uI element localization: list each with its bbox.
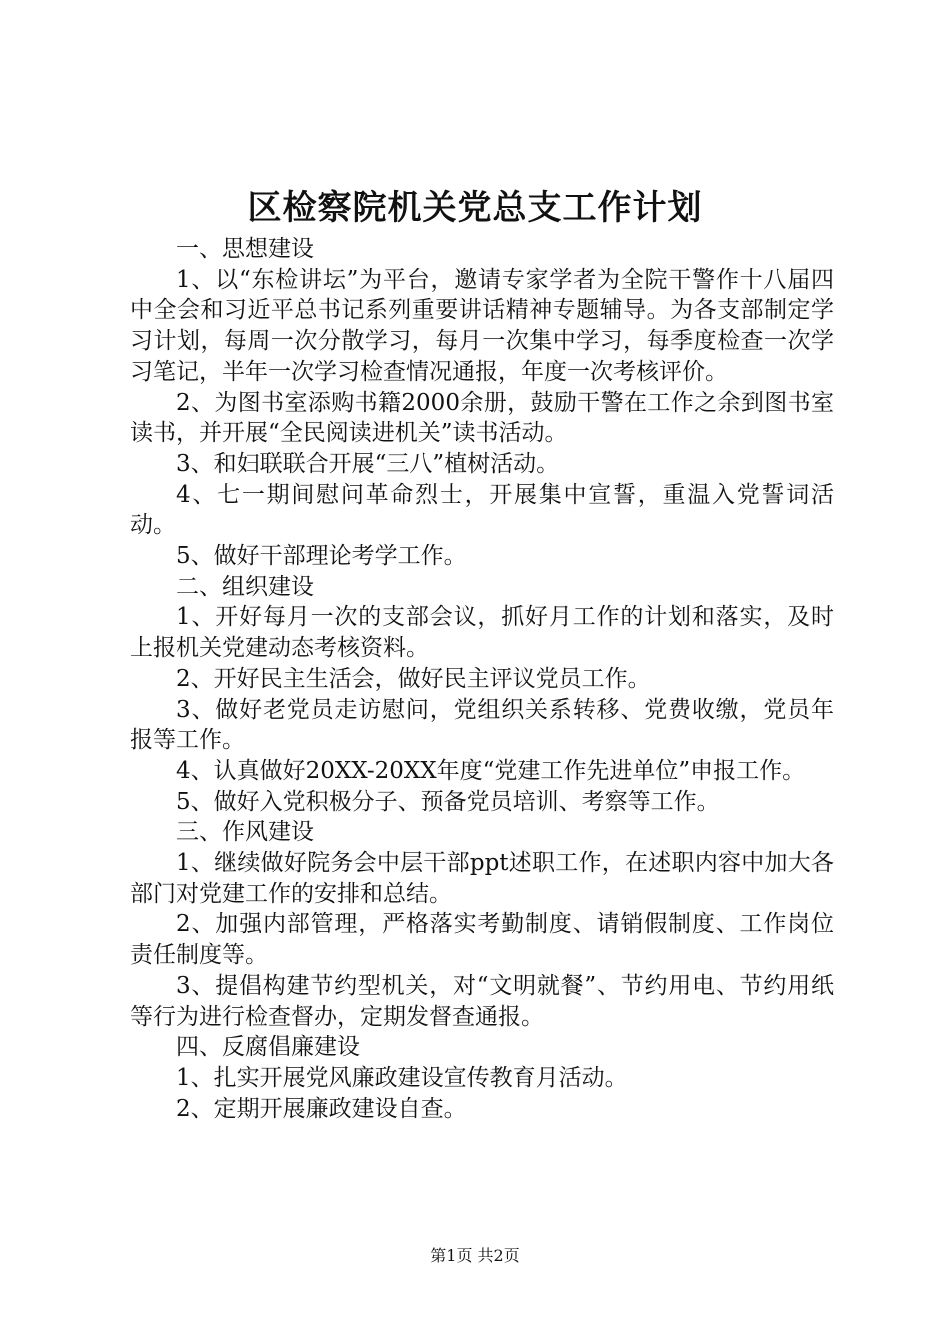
- paragraph: 3、提倡构建节约型机关，对“文明就餐”、节约用电、节约用纸等行为进行检查督办，定期发督查通报。: [130, 972, 834, 1030]
- section-heading: 三、作风建设: [176, 819, 314, 846]
- paragraph: 3、做好老党员走访慰问，党组织关系转移、党费收缴，党员年报等工作。: [130, 696, 834, 754]
- paragraph: 5、做好入党积极分子、预备党员培训、考察等工作。: [176, 788, 720, 815]
- section-heading: 一、思想建设: [176, 236, 314, 262]
- paragraph: 1、扎实开展党风廉政建设宣传教育月活动。: [176, 1064, 628, 1091]
- paragraph: 5、做好干部理论考学工作。: [176, 543, 467, 570]
- document-title: 区检察院机关党总支工作计划: [247, 188, 703, 228]
- paragraph: 1、继续做好院务会中层干部ppt述职工作，在述职内容中加大各部门对党建工作的安排和总结。: [130, 850, 834, 907]
- paragraph: 1、以“东检讲坛”为平台，邀请专家学者为全院干警作十八届四中全会和习近平总书记系列重要讲话精神专题辅导。为各支部制定学习计划，每周一次分散学习，每月一次集中学习，每季度检查一次学习笔记，半年一次学习检查情况通报，年度一次考核评价。: [130, 266, 834, 385]
- paragraph: 3、和妇联联合开展“三八”植树活动。: [176, 450, 560, 477]
- paragraph: 2、开好民主生活会，做好民主评议党员工作。: [176, 665, 651, 692]
- paragraph: 4、认真做好20XX-20XX年度“党建工作先进单位”申报工作。: [176, 757, 806, 784]
- paragraph: 4、七一期间慰问革命烈士，开展集中宣誓，重温入党誓词活动。: [130, 481, 834, 539]
- paragraph: 1、开好每月一次的支部会议，抓好月工作的计划和落实，及时上报机关党建动态考核资料。: [130, 604, 834, 662]
- paragraph: 2、为图书室添购书籍2000余册，鼓励干警在工作之余到图书室读书，并开展“全民阅读进机关”读书活动。: [130, 389, 834, 447]
- paragraph: 2、定期开展廉政建设自查。: [176, 1095, 467, 1122]
- page-footer: 第1页 共2页: [430, 1246, 520, 1265]
- section-heading: 二、组织建设: [176, 573, 314, 600]
- document-body: [130, 234, 834, 1124]
- section-heading: 四、反腐倡廉建设: [176, 1034, 360, 1061]
- paragraph: 2、加强内部管理，严格落实考勤制度、请销假制度、工作岗位责任制度等。: [130, 911, 834, 969]
